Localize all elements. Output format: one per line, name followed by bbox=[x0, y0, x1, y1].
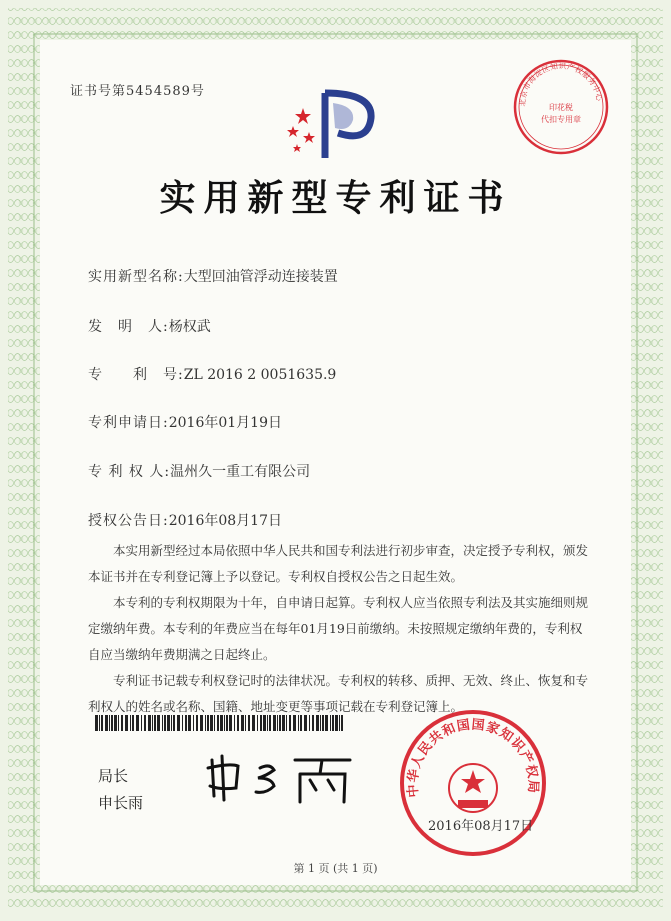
stamp-arc-text: 北京市海淀区知识产权服务中心 bbox=[517, 61, 604, 107]
director-title: 局长 bbox=[98, 767, 129, 785]
field-patentee bbox=[88, 461, 310, 481]
national-ip-office-seal bbox=[398, 708, 548, 858]
stamp-inner-line-1: 印花税 bbox=[549, 103, 573, 112]
page-number: 第 1 页 (共 1 页) bbox=[293, 862, 378, 875]
field-inventor bbox=[88, 316, 211, 336]
stamp-inner-line-2: 代扣专用章 bbox=[541, 115, 581, 124]
field-grant-date bbox=[88, 510, 282, 530]
patent-office-logo bbox=[283, 88, 383, 163]
director-name: 申长雨 bbox=[98, 794, 144, 812]
field-value: ZL 2016 2 0051635.9 bbox=[183, 367, 337, 383]
field-value: 杨权武 bbox=[168, 319, 211, 335]
certificate-body-text bbox=[88, 538, 588, 720]
field-application-date bbox=[88, 412, 282, 432]
field-patent-number bbox=[88, 364, 336, 384]
field-value: 2016年01月19日 bbox=[168, 415, 282, 431]
seal-arc-text: 中华人民共和国国家知识产权局 bbox=[405, 717, 541, 798]
certificate-title: 实用新型专利证书 bbox=[159, 177, 512, 219]
tax-stamp-seal bbox=[512, 58, 610, 156]
field-value: 2016年08月17日 bbox=[168, 513, 282, 529]
field-utility-name bbox=[88, 266, 338, 286]
seal-date: 2016年08月17日 bbox=[428, 819, 534, 834]
field-label: 发 明 人: bbox=[88, 319, 169, 335]
svg-text:北京市海淀区知识产权服务中心 bbox=[517, 60, 604, 106]
certificate-number: 证书号第5454589号 bbox=[70, 84, 205, 99]
field-label: 专 利 号: bbox=[88, 367, 184, 383]
handwritten-signature bbox=[200, 748, 360, 808]
body-paragraph: 专利证书记载专利权登记时的法律状况。专利权的转移、质押、无效、终止、恢复和专利权人的姓名或名称、国籍、地址变更等事项记载在专利登记簿上。 bbox=[88, 673, 589, 714]
field-label: 专 利 权 人: bbox=[88, 464, 171, 480]
field-value: 温州久一重工有限公司 bbox=[170, 464, 311, 480]
field-value: 大型回油管浮动连接装置 bbox=[183, 269, 338, 285]
field-label: 专利申请日: bbox=[88, 415, 169, 431]
body-paragraph: 本专利的专利权期限为十年，自申请日起算。专利权人应当依照专利法及其实施细则规定缴纳年费。本专利的年费应当在每年01月19日前缴纳。未按照规定缴纳年费的，专利权自应当缴纳年费期满之日起终止。 bbox=[88, 595, 589, 662]
body-paragraph: 本实用新型经过本局依照中华人民共和国专利法进行初步审查，决定授予专利权，颁发本证书并在专利登记簿上予以登记。专利权自授权公告之日起生效。 bbox=[88, 543, 589, 584]
barcode bbox=[95, 715, 345, 731]
field-label: 授权公告日: bbox=[88, 513, 169, 529]
field-label: 实用新型名称: bbox=[88, 269, 184, 285]
